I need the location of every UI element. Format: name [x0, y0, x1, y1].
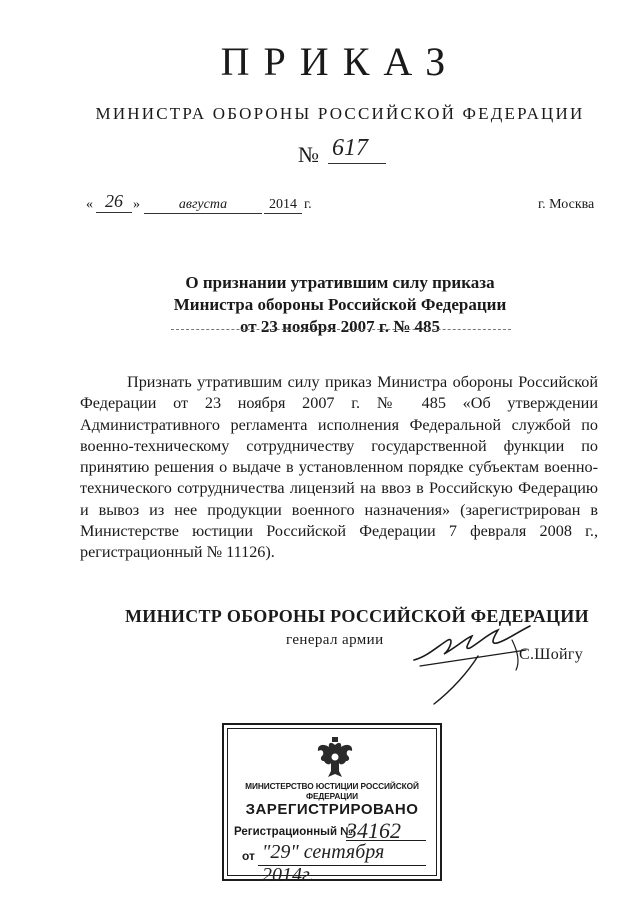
order-number-label: № [298, 142, 319, 167]
heading-underline [171, 329, 511, 330]
city: г. Москва [538, 197, 595, 212]
heading-line-2: Министра обороны Российской Федерации [173, 295, 507, 314]
document-title: ПРИКАЗ [220, 39, 460, 84]
stamp-date-underline [258, 865, 426, 866]
stamp-date-value: "29" сентября 2014г. [262, 841, 385, 886]
issuer-subtitle: МИНИСТРА ОБОРОНЫ РОССИЙСКОЙ ФЕДЕРАЦИИ [95, 104, 585, 123]
stamp-date-label: от [242, 849, 255, 863]
stamp-status: ЗАРЕГИСТРИРОВАНО [245, 801, 419, 818]
date-quote-open: « [86, 197, 93, 212]
date-year-suffix: г. [304, 197, 312, 212]
registration-stamp [222, 723, 442, 886]
handwritten-signature [408, 610, 538, 706]
order-body-paragraph: Признать утратившим силу приказ Министра обороны Российской Федерации от 23 ноября 2007 г. № 485 «Об утверждении Административного регламента исполнения Федеральной службой по военно-техническому сотрудничеству государственной функции по принятию решения о выдаче в установленном порядке субъектам военно-технического сотрудничества лицензий на ввоз в Российскую Федерацию и вывоз из нее продукции военного назначения» (зарегистрирован в Министерстве юстиции Российской Федерации 7 февраля 2008 г., регистрационный № 11126). [80, 373, 598, 562]
date-year: 2014 [264, 197, 302, 214]
signatory-position: МИНИСТР ОБОРОНЫ РОССИЙСКОЙ ФЕДЕРАЦИИ [125, 606, 589, 626]
order-number-underline [328, 163, 386, 164]
date-day: 26 [96, 191, 132, 213]
double-headed-eagle-emblem [314, 735, 356, 779]
order-number-value: 617 [332, 135, 368, 161]
date-month: августа [144, 197, 262, 214]
date-line [86, 191, 626, 219]
stamp-inner-frame [227, 728, 437, 886]
heading-line-3: от 23 ноября 2007 г. № 485 [239, 317, 441, 336]
stamp-reg-number-label: Регистрационный № [234, 826, 354, 838]
date-quote-close: » [133, 197, 140, 212]
stamp-organization: МИНИСТЕРСТВО ЮСТИЦИИ РОССИЙСКОЙ ФЕДЕРАЦИИ [245, 781, 419, 801]
stamp-reg-number-value: 34162 [346, 818, 401, 843]
signatory-rank: генерал армии [286, 632, 384, 648]
signatory-name: С.Шойгу [519, 646, 584, 663]
heading-line-1: О признании утратившим силу приказа [185, 273, 495, 292]
